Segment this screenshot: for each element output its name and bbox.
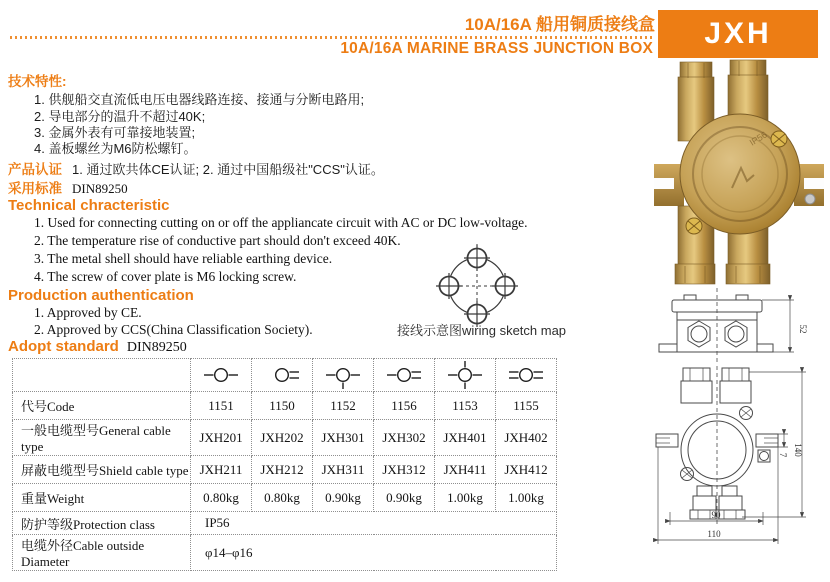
cable-diameter-value: φ14–φ16	[191, 535, 557, 571]
table-row-protection	[13, 512, 557, 535]
product-certification-line	[8, 158, 384, 178]
weight-value: 0.90kg	[374, 484, 435, 512]
shield-cable-value: JXH412	[496, 456, 557, 484]
dim-7: 7	[778, 452, 788, 458]
general-cable-value: JXH302	[374, 420, 435, 456]
circuit-symbol	[435, 359, 496, 392]
tech-cn-item-1: 1. 供舰船交直流低电压电器线路连接、接通与分断电路用;	[34, 92, 365, 107]
tech-cn-item-4: 4. 盖板螺丝为M6防松螺钉。	[34, 141, 197, 156]
product-code-label: JXH	[704, 17, 772, 50]
dim-110: 110	[707, 529, 721, 539]
dim-52: 52	[798, 324, 808, 334]
table-row-code	[13, 392, 557, 420]
row-label-general-cable: 一般电缆型号General cable type	[13, 420, 191, 456]
general-cable-value: JXH201	[191, 420, 252, 456]
code-value: 1150	[252, 392, 313, 420]
adopt-standard-value-en: DIN89250	[126, 340, 187, 355]
tech-en-item-2: 2. The temperature rise of conductive part should don't exceed 40K.	[34, 233, 401, 248]
row-label-diameter: 电缆外径Cable outside Diameter	[13, 535, 191, 571]
general-cable-value: JXH202	[252, 420, 313, 456]
wiring-sketch-diagram	[428, 236, 526, 332]
dim-90: 90	[711, 510, 721, 520]
adopt-standard-label-en: Adopt standard	[8, 338, 119, 355]
shield-cable-value: JXH211	[191, 456, 252, 484]
adopt-standard-label-cn: 采用标准	[8, 181, 62, 196]
circuit-symbol	[313, 359, 374, 392]
shield-cable-value: JXH312	[374, 456, 435, 484]
tech-cn-item-3: 3. 金属外表有可靠接地装置;	[34, 125, 196, 140]
technical-drawing	[640, 288, 830, 572]
table-row-diameter	[13, 535, 557, 571]
tech-characteristics-heading-en: Technical chracteristic	[8, 197, 170, 214]
protection-class-value: IP56	[191, 512, 557, 535]
header-dotted-rule	[10, 36, 655, 39]
tech-en-item-1: 1. Used for connecting cutting on or off the appliancate circuit with AC or DC low-voltage.	[34, 215, 528, 230]
adopt-standard-line-cn	[8, 177, 128, 197]
shield-cable-value: JXH411	[435, 456, 496, 484]
tech-en-item-4: 4. The screw of cover plate is M6 locking screw.	[34, 269, 297, 284]
product-certification-text: 1. 通过欧共体CE认证; 2. 通过中国船级社"CCS"认证。	[72, 162, 384, 177]
circuit-symbol	[374, 359, 435, 392]
circuit-symbol	[252, 359, 313, 392]
drawing-side-view	[659, 295, 794, 354]
table-row-general-cable	[13, 420, 557, 456]
adopt-standard-line-en	[8, 338, 187, 356]
general-cable-value: JXH401	[435, 420, 496, 456]
tech-characteristics-heading-cn: 技术特性:	[8, 74, 67, 89]
table-row-shield-cable	[13, 456, 557, 484]
tech-en-item-3: 3. The metal shell should have reliable earthing device.	[34, 251, 333, 266]
weight-value: 0.80kg	[191, 484, 252, 512]
cover-engraving: IP56	[747, 129, 769, 148]
page-title-chinese: 10A/16A 船用铜质接线盒	[464, 15, 655, 34]
weight-value: 0.80kg	[252, 484, 313, 512]
product-code-badge	[658, 10, 818, 58]
page-title-english: 10A/16A MARINE BRASS JUNCTION BOX	[340, 40, 653, 57]
row-label-weight: 重量Weight	[13, 484, 191, 512]
weight-value: 1.00kg	[435, 484, 496, 512]
dim-140: 140	[793, 443, 803, 457]
general-cable-value: JXH301	[313, 420, 374, 456]
auth-item-1: 1. Approved by CE.	[34, 305, 142, 320]
weight-value: 1.00kg	[496, 484, 557, 512]
table-row-symbols	[13, 359, 557, 392]
weight-value: 0.90kg	[313, 484, 374, 512]
adopt-standard-value-cn: DIN89250	[72, 181, 128, 196]
product-certification-label: 产品认证	[8, 162, 62, 177]
row-label-shield-cable: 屏蔽电缆型号Shield cable type	[13, 456, 191, 484]
symbol-row-spacer	[13, 359, 191, 392]
shield-cable-value: JXH311	[313, 456, 374, 484]
circuit-symbol	[191, 359, 252, 392]
auth-item-2: 2. Approved by CCS(China Classification Society).	[34, 322, 313, 337]
row-label-code: 代号Code	[13, 392, 191, 420]
production-authentication-heading: Production authentication	[8, 287, 194, 304]
code-value: 1151	[191, 392, 252, 420]
table-row-weight	[13, 484, 557, 512]
code-value: 1156	[374, 392, 435, 420]
shield-cable-value: JXH212	[252, 456, 313, 484]
spec-table	[12, 358, 557, 571]
general-cable-value: JXH402	[496, 420, 557, 456]
code-value: 1155	[496, 392, 557, 420]
code-value: 1152	[313, 392, 374, 420]
tech-cn-item-2: 2. 导电部分的温升不超过40K;	[34, 109, 206, 124]
code-value: 1153	[435, 392, 496, 420]
row-label-protection: 防护等级Protection class	[13, 512, 191, 535]
circuit-symbol	[496, 359, 557, 392]
wiring-sketch-caption: 接线示意图wiring sketch map	[397, 323, 567, 338]
product-photo	[648, 58, 830, 290]
